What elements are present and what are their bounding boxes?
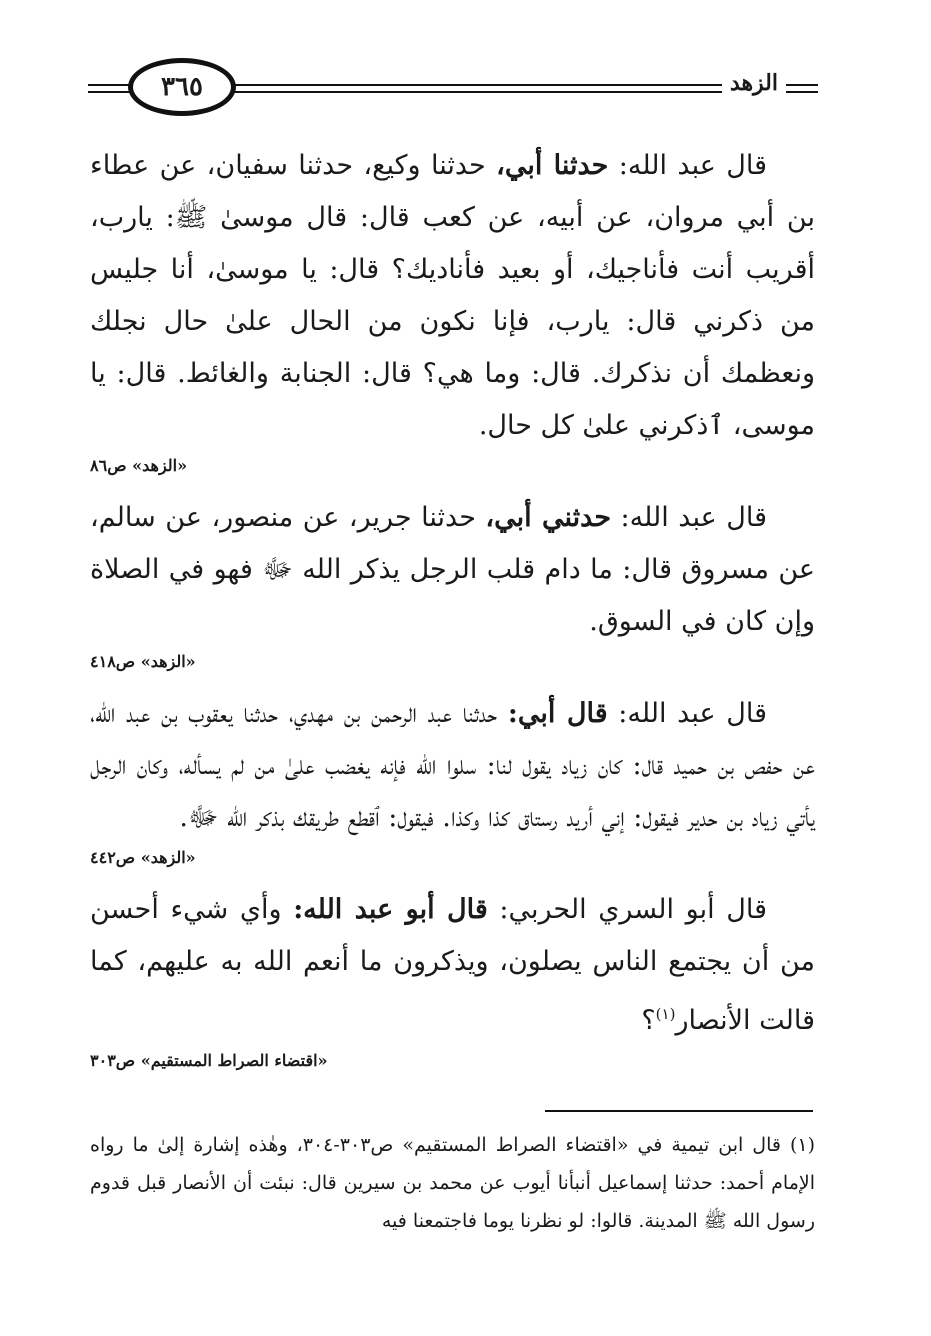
footnote-number: (١) [789,1134,815,1156]
narrator-phrase: قال أبي: [507,698,608,729]
source-citation: «اقتضاء الصراط المستقيم» ص٣٠٣ [90,1051,328,1070]
entry-paragraph: قال عبد الله: حدثني أبي، حدثنا جرير، عن منصور، عن سالم، عن مسروق قال: ما دام قلب الرجل يذكر الله ﷻ فهو في الصلاة وإن كان في السوق. [90,502,815,637]
footnote-ref[interactable]: (١) [655,1005,676,1023]
page-header [88,58,818,120]
main-text [90,140,815,1087]
footnote-text: قال ابن تيمية في «اقتضاء الصراط المستقيم» ص٣٠٣-٣٠٤، وهٰذه إشارة إلىٰ ما رواه الإمام أحمد: حدثنا إسماعيل أنبأنا أيوب عن محمد بن سيرين قال: نبئت أن الأنصار قبل قدوم رسول الله ﷺ المدينة. قالوا: لو نظرنا يوما فاجتمعنا فيه [90,1134,815,1232]
narrator-phrase: حدثنا أبي، [496,150,609,181]
entry-paragraph: قال عبد الله: قال أبي: حدثنا عبد الرحمن بن مهدي، حدثنا يعقوب بن عبد الله، عن حفص بن حميد قال: كان زياد يقول لنا: سلوا الله فإنه يغضب علىٰ من لم يسأله، وكان الرجل يأتي زياد بن حدير فيقول: إني أريد رستاق كذا وكذا. فيقول: ٱقطع طريقك بذكر الله ﷻ. [90,698,815,833]
footnote-divider [545,1110,813,1112]
narrator-phrase: قال أبو عبد الله: [293,894,488,925]
source-citation: «الزهد» ص٨٦ [90,456,188,475]
page-number: ٣٦٥ [128,58,236,116]
entry-paragraph: قال أبو السري الحربي: قال أبو عبد الله: وأي شيء أحسن من أن يجتمع الناس يصلون، ويذكرون ما أنعم الله به عليهم، كما قالت الأنصار$^{(١)}$؟ [90,894,815,1036]
running-title: الزهد [722,70,786,96]
entry-paragraph: قال عبد الله: حدثنا أبي، حدثنا وكيع، حدثنا سفيان، عن عطاء بن أبي مروان، عن أبيه، عن كعب قال: قال موسىٰ ﷺ: يارب، أقريب أنت فأناجيك، أو بعيد فأناديك؟ قال: يا موسىٰ، أنا جليس من ذكرني قال: يارب، فإنا نكون من الحال علىٰ حال نجلك ونعظمك أن نذكرك. قال: وما هي؟ قال: الجنابة والغائط. قال: يا موسى، ٱذكرني علىٰ كل حال. [90,150,815,441]
narrator-phrase: حدثني أبي، [485,502,612,533]
source-citation: «الزهد» ص٤١٨ [90,652,196,671]
footnote [90,1126,815,1240]
source-citation: «الزهد» ص٤٤٢ [90,848,196,867]
